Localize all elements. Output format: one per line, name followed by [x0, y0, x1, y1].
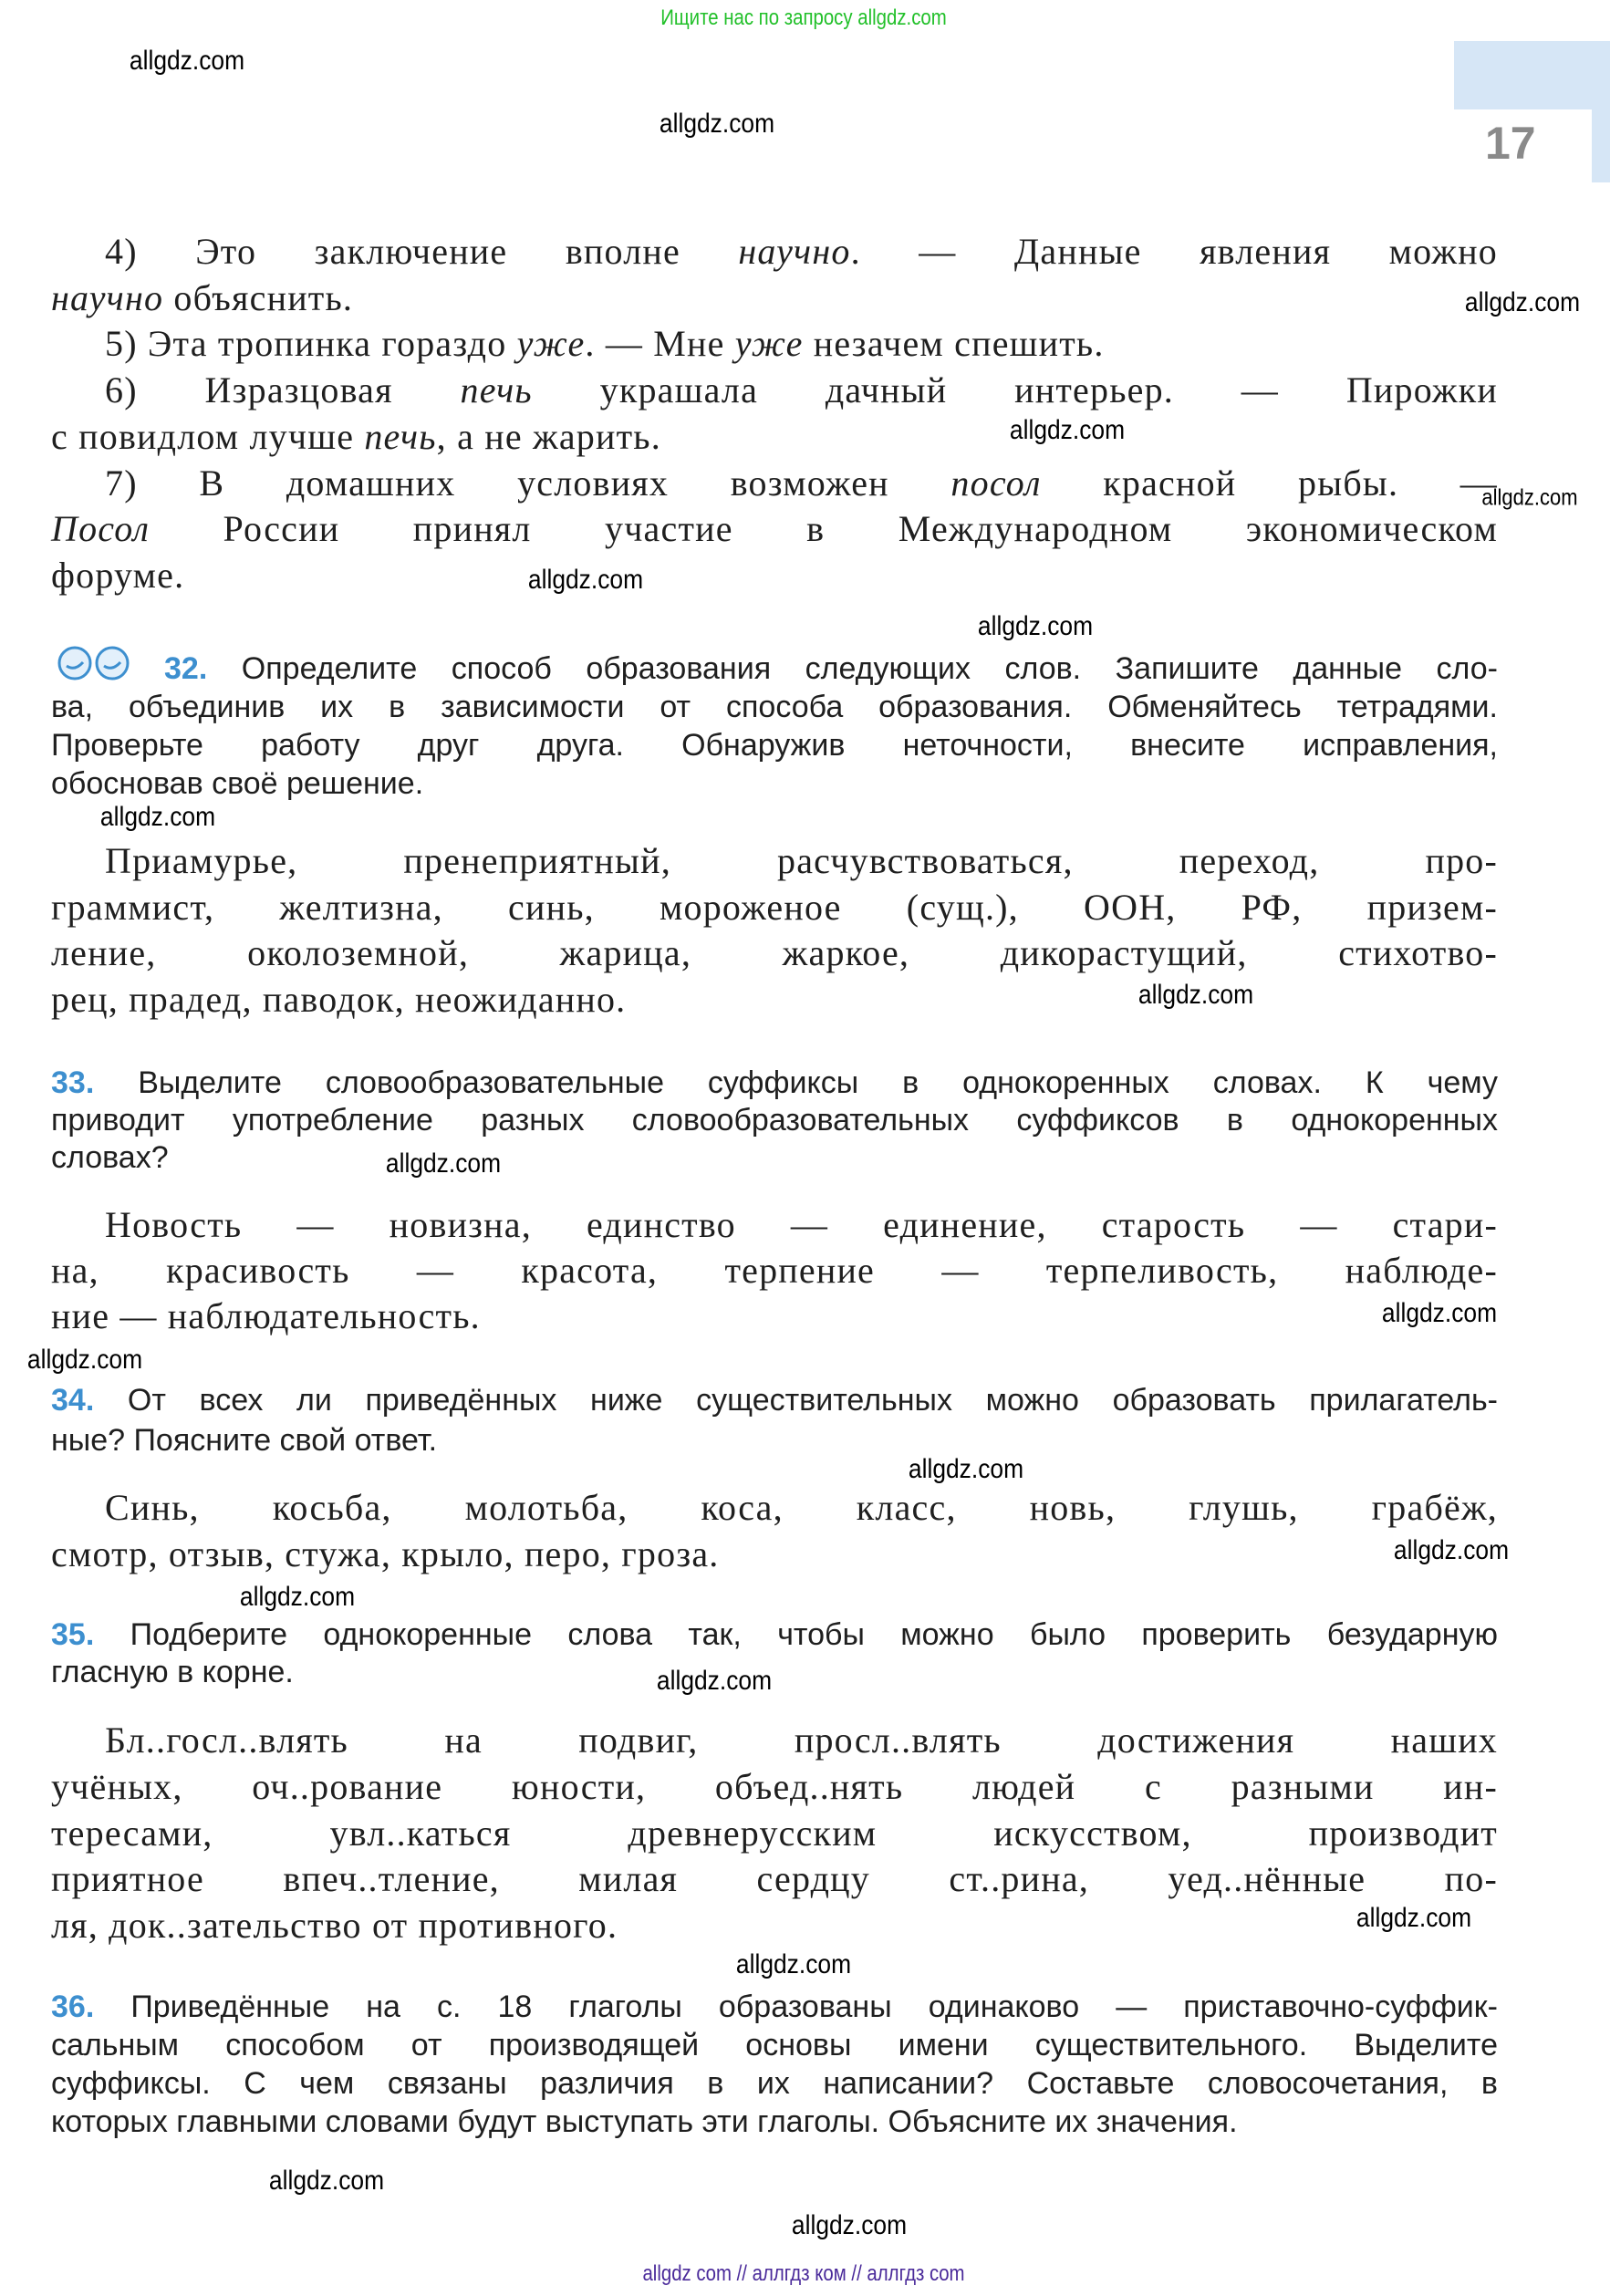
text-segment: Бл..госл..влять на подвиг, просл..влять достижения наших — [105, 1719, 1498, 1761]
watermark-text: allgdz.com — [1009, 415, 1126, 445]
text-line — [51, 1903, 1498, 1949]
text-line — [51, 1856, 1498, 1903]
text-line — [51, 414, 1498, 461]
watermark-text: allgdz.com — [1481, 484, 1578, 511]
text-line — [51, 1718, 1498, 1764]
watermark-text: allgdz.com — [1356, 1903, 1472, 1933]
search-note: Ищите нас по запросу allgdz.com — [660, 5, 947, 30]
text-line — [51, 838, 1498, 885]
text-segment: рец, прадед, паводок, неожиданно. — [51, 979, 627, 1021]
text-line — [51, 229, 1498, 275]
text-segment: России принял участие в Международном экономическом — [150, 508, 1498, 550]
text-line — [51, 1293, 1498, 1339]
text-segment: тересами, увл..каться древнерусским искусством, производит — [51, 1812, 1498, 1854]
text-line — [51, 977, 1498, 1023]
text-line — [51, 1811, 1498, 1857]
text-line — [51, 930, 1498, 977]
watermark-text: allgdz.com — [129, 46, 245, 76]
footer-note: allgdz com // аллгдз ком // аллгдз com — [642, 2261, 965, 2286]
text-segment: Новость — новизна, единство — единение, старость — стари- — [105, 1204, 1498, 1245]
text-line — [51, 1988, 1498, 2026]
text-segment: Приведённые на с. 18 глаголы образованы одинаково — приставочно-суффик- — [130, 1990, 1498, 2024]
page-edge-decoration — [1592, 109, 1610, 182]
text-line — [51, 1102, 1498, 1139]
exercise-number: 33. — [51, 1065, 95, 1100]
text-segment: ние — наблюдательность. — [51, 1295, 481, 1336]
exercise-number: 34. — [51, 1383, 95, 1418]
italic-word: печь — [460, 369, 533, 411]
ex35-task-block — [51, 1616, 1498, 1691]
ex33-task-block — [51, 1065, 1498, 1177]
text-segment: Определите способ образования следующих слов. Запишите данные сло- — [241, 651, 1498, 686]
watermark-text: allgdz.com — [99, 802, 216, 832]
watermark-text: allgdz.com — [239, 1582, 356, 1612]
text-line — [51, 1764, 1498, 1811]
text-segment: красной рыбы. — — [1041, 462, 1498, 504]
text-segment: незачем спешить. — [803, 323, 1105, 365]
text-segment: ля, док..зательство от противного. — [51, 1905, 618, 1947]
text-segment: Подберите однокоренные слова так, чтобы можно было проверить безударную — [130, 1617, 1498, 1652]
text-segment: . — Мне — [585, 323, 735, 365]
text-segment: с повидлом лучше — [51, 415, 365, 457]
text-segment: , а не жарить. — [436, 415, 661, 457]
text-segment: От всех ли приведённых ниже существительных можно образовать прилагатель- — [127, 1383, 1498, 1418]
text-line — [51, 1248, 1498, 1293]
watermark-text: allgdz.com — [26, 1345, 143, 1375]
text-segment: форуме. — [51, 554, 185, 596]
text-segment: 4) Это заключение вполне — [105, 231, 739, 272]
text-segment: ление, околоземной, жарица, жаркое, дикорастущий, стихотво- — [51, 932, 1498, 974]
text-segment: учёных, оч..рование юности, объед..нять людей с разными ин- — [51, 1765, 1498, 1807]
watermark-text: allgdz.com — [791, 2210, 908, 2240]
ex32-words-block — [51, 838, 1498, 1023]
ex35-words-block — [51, 1718, 1498, 1949]
italic-word: научно — [51, 276, 164, 318]
watermark-text: allgdz.com — [527, 565, 644, 595]
text-line — [51, 2103, 1498, 2141]
watermark-text: allgdz.com — [908, 1454, 1024, 1484]
text-line — [51, 1202, 1498, 1248]
text-segment: обосновав своё решение. — [51, 766, 424, 801]
text-line — [51, 649, 1498, 688]
text-line — [51, 1420, 1498, 1460]
text-line — [51, 1484, 1498, 1531]
text-segment: Проверьте работу друг друга. Обнаружив неточности, внесите исправления, — [51, 728, 1498, 763]
ex34-task-block — [51, 1380, 1498, 1460]
text-segment: суффиксы. С чем связаны различия в их написании? Составьте словосочетания, в — [51, 2066, 1498, 2101]
text-line — [51, 368, 1498, 414]
text-line — [51, 885, 1498, 931]
text-segment: приводит употребление разных словообразовательных суффиксов в однокоренных — [51, 1103, 1498, 1138]
text-segment: словах? — [51, 1140, 169, 1175]
text-line — [51, 1654, 1498, 1691]
text-segment: украшала дачный интерьер. — Пирожки — [532, 369, 1498, 411]
ex34-words-block — [51, 1484, 1498, 1577]
text-line — [51, 2026, 1498, 2064]
text-line — [51, 1380, 1498, 1420]
ex32-task-block — [51, 649, 1498, 803]
text-line — [51, 1616, 1498, 1654]
text-line — [51, 506, 1498, 553]
italic-word: уже — [516, 323, 586, 365]
text-line — [51, 461, 1498, 507]
sentences-block — [51, 229, 1498, 599]
text-line — [51, 1065, 1498, 1102]
text-segment: Приамурье, пренеприятный, расчувствоваться, переход, про- — [105, 840, 1498, 881]
watermark-text: allgdz.com — [1393, 1535, 1510, 1565]
text-segment: ва, объединив их в зависимости от способа образования. Обменяйтесь тетрадями. — [51, 690, 1498, 724]
text-line — [51, 1139, 1498, 1177]
watermark-text: allgdz.com — [656, 1666, 773, 1696]
text-segment: . — Данные явления можно — [850, 231, 1498, 272]
ex33-words-block — [51, 1202, 1498, 1339]
watermark-text: allgdz.com — [1137, 980, 1254, 1010]
ex36-task-block — [51, 1988, 1498, 2141]
italic-word: Посол — [51, 508, 151, 550]
watermark-text: allgdz.com — [1464, 287, 1581, 317]
text-segment: гласную в корне. — [51, 1655, 294, 1689]
text-segment: сальным способом от производящей основы имени существительного. Выделите — [51, 2028, 1498, 2062]
watermark-text: allgdz.com — [659, 109, 775, 139]
text-line — [51, 726, 1498, 764]
page-corner-decoration — [1454, 41, 1610, 109]
text-segment: ные? Поясните свой ответ. — [51, 1423, 438, 1458]
text-segment: граммист, желтизна, синь, мороженое (сущ.), ООН, РФ, призем- — [51, 886, 1498, 928]
text-line — [51, 553, 1498, 599]
text-line — [51, 275, 1498, 322]
text-line — [51, 688, 1498, 726]
italic-word: уже — [734, 323, 804, 365]
italic-word: научно — [738, 231, 851, 272]
text-segment: Выделите словообразовательные суффиксы в однокоренных словах. К чему — [138, 1065, 1498, 1100]
text-segment: 5) Эта тропинка гораздо — [105, 323, 517, 365]
watermark-text: allgdz.com — [977, 611, 1094, 641]
watermark-text: allgdz.com — [385, 1148, 502, 1179]
exercise-number: 36. — [51, 1990, 95, 2024]
page-number: 17 — [1485, 118, 1536, 169]
italic-word: посол — [950, 462, 1042, 504]
watermark-text: allgdz.com — [268, 2166, 385, 2196]
text-line — [51, 2064, 1498, 2103]
text-segment: 6) Изразцовая — [105, 369, 461, 411]
exercise-number: 32. — [164, 651, 208, 686]
text-segment: смотр, отзыв, стужа, крыло, перо, гроза. — [51, 1533, 720, 1574]
watermark-text: allgdz.com — [1381, 1298, 1498, 1328]
italic-word: печь — [364, 415, 437, 457]
text-segment: на, красивость — красота, терпение — терпеливость, наблюде- — [51, 1250, 1498, 1291]
text-segment: Синь, косьба, молотьба, коса, класс, новь, глушь, грабёж, — [105, 1487, 1498, 1528]
text-line — [51, 764, 1498, 803]
watermark-text: allgdz.com — [735, 1949, 852, 1979]
text-line — [51, 1531, 1498, 1577]
text-segment: которых главными словами будут выступать эти глаголы. Объясните их значения. — [51, 2104, 1238, 2139]
exercise-number: 35. — [51, 1617, 95, 1652]
text-segment: 7) В домашних условиях возможен — [105, 462, 951, 504]
text-segment: приятное впеч..тление, милая сердцу ст..рина, уед..нённые по- — [51, 1858, 1498, 1900]
text-segment: объяснить. — [163, 276, 354, 318]
text-line — [51, 321, 1498, 368]
